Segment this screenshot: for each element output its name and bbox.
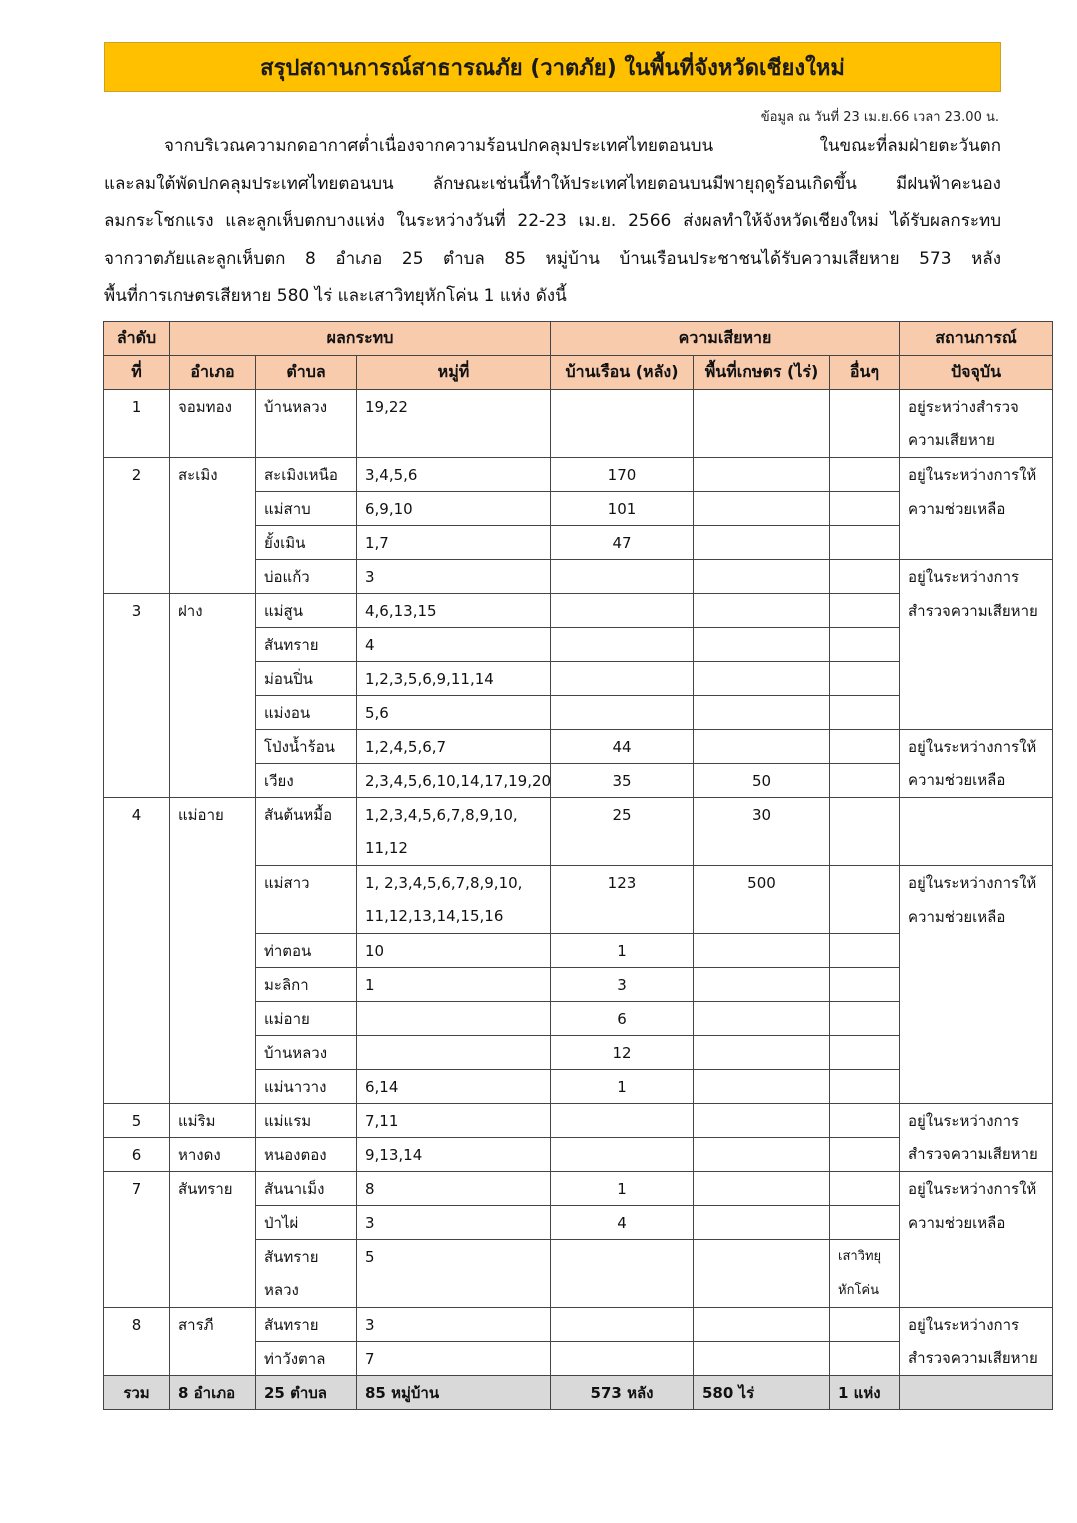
other-cell <box>830 424 900 458</box>
paragraph-line: จากวาตภัยและลูกเห็บตก 8 อำเภอ 25 ตำบล 85 หมู่บ้าน บ้านเรือนประชาชนได้รับความเสียหาย 573 หลัง <box>104 248 1001 269</box>
table-row <box>104 1274 1053 1308</box>
houses-cell <box>551 1274 694 1308</box>
other-cell <box>830 628 900 662</box>
other-cell <box>830 526 900 560</box>
village-cell <box>357 1002 551 1036</box>
other-cell <box>830 492 900 526</box>
farmland-cell <box>694 390 830 424</box>
village-cell: 2,3,4,5,6,10,14,17,19,20 <box>357 764 551 798</box>
houses-cell: 170 <box>551 458 694 492</box>
houses-cell: 123 <box>551 866 694 900</box>
farmland-cell <box>694 968 830 1002</box>
header-farmland: พื้นที่เกษตร (ไร่) <box>694 356 830 390</box>
district-cell <box>170 1036 256 1070</box>
status-cell <box>900 1002 1053 1036</box>
order-cell: 1 <box>104 390 170 424</box>
order-cell <box>104 730 170 764</box>
other-cell <box>830 764 900 798</box>
other-cell: หักโค่น <box>830 1274 900 1308</box>
subdistrict-cell: แม่สูน <box>256 594 357 628</box>
farmland-cell <box>694 458 830 492</box>
district-cell <box>170 968 256 1002</box>
other-cell <box>830 458 900 492</box>
district-cell <box>170 866 256 900</box>
village-cell <box>357 1036 551 1070</box>
status-cell: ความช่วยเหลือ <box>900 492 1053 526</box>
table-row <box>104 1036 1053 1070</box>
houses-cell: 35 <box>551 764 694 798</box>
order-cell <box>104 1274 170 1308</box>
order-cell: 5 <box>104 1104 170 1138</box>
order-cell <box>104 934 170 968</box>
header-subdistrict: ตำบล <box>256 356 357 390</box>
status-cell: ความเสียหาย <box>900 424 1053 458</box>
village-cell: 6,14 <box>357 1070 551 1104</box>
village-cell: 5 <box>357 1240 551 1274</box>
order-cell <box>104 764 170 798</box>
village-cell: 3,4,5,6 <box>357 458 551 492</box>
subdistrict-cell: สันทราย <box>256 1308 357 1342</box>
houses-cell <box>551 1240 694 1274</box>
farmland-cell <box>694 1342 830 1376</box>
summary-paragraph <box>104 128 1001 316</box>
other-cell <box>830 1036 900 1070</box>
status-cell: สำรวจความเสียหาย <box>900 1138 1053 1172</box>
district-cell: สันทราย <box>170 1172 256 1206</box>
village-cell <box>357 424 551 458</box>
table-row <box>104 560 1053 594</box>
table-row <box>104 1172 1053 1206</box>
total-district: 8 อำเภอ <box>170 1376 256 1410</box>
other-cell <box>830 594 900 628</box>
district-cell <box>170 424 256 458</box>
order-cell: 4 <box>104 798 170 832</box>
table-row <box>104 730 1053 764</box>
district-cell <box>170 1070 256 1104</box>
order-cell: 2 <box>104 458 170 492</box>
subdistrict-cell: ท่าตอน <box>256 934 357 968</box>
table-row <box>104 832 1053 866</box>
subdistrict-cell: หนองตอง <box>256 1138 357 1172</box>
other-cell <box>830 1308 900 1342</box>
farmland-cell <box>694 1036 830 1070</box>
district-cell: ฝาง <box>170 594 256 628</box>
order-cell <box>104 424 170 458</box>
village-cell: 6,9,10 <box>357 492 551 526</box>
table-row <box>104 526 1053 560</box>
header-village: หมู่ที่ <box>357 356 551 390</box>
district-cell <box>170 1342 256 1376</box>
order-cell <box>104 662 170 696</box>
order-cell <box>104 968 170 1002</box>
status-cell: อยู่ในระหว่างการให้ <box>900 458 1053 492</box>
table-subheader-row <box>104 356 1053 390</box>
houses-cell <box>551 1138 694 1172</box>
table-row <box>104 1206 1053 1240</box>
subdistrict-cell: สันทราย <box>256 628 357 662</box>
farmland-cell <box>694 1274 830 1308</box>
village-cell: 4,6,13,15 <box>357 594 551 628</box>
houses-cell: 3 <box>551 968 694 1002</box>
farmland-cell <box>694 594 830 628</box>
status-cell: ความช่วยเหลือ <box>900 900 1053 934</box>
table-row <box>104 628 1053 662</box>
status-cell <box>900 526 1053 560</box>
impact-table <box>103 321 1053 1410</box>
farmland-cell <box>694 696 830 730</box>
district-cell: หางดง <box>170 1138 256 1172</box>
status-cell <box>900 968 1053 1002</box>
other-cell: เสาวิทยุ <box>830 1240 900 1274</box>
farmland-cell <box>694 900 830 934</box>
header-order-2: ที่ <box>104 356 170 390</box>
subdistrict-cell: เวียง <box>256 764 357 798</box>
village-cell: 11,12 <box>357 832 551 866</box>
table-row <box>104 424 1053 458</box>
houses-cell <box>551 696 694 730</box>
subdistrict-cell: ม่อนปิ่น <box>256 662 357 696</box>
table-row <box>104 696 1053 730</box>
total-status <box>900 1376 1053 1410</box>
status-cell <box>900 934 1053 968</box>
district-cell: แม่ริม <box>170 1104 256 1138</box>
total-village: 85 หมู่บ้าน <box>357 1376 551 1410</box>
village-cell: 1,2,4,5,6,7 <box>357 730 551 764</box>
village-cell: 1, 2,3,4,5,6,7,8,9,10, <box>357 866 551 900</box>
status-cell: อยู่ในระหว่างการให้ <box>900 730 1053 764</box>
order-cell <box>104 1070 170 1104</box>
other-cell <box>830 1070 900 1104</box>
district-cell <box>170 934 256 968</box>
table-row <box>104 1104 1053 1138</box>
subdistrict-cell: สันทราย <box>256 1240 357 1274</box>
status-cell: อยู่ในระหว่างการ <box>900 1308 1053 1342</box>
houses-cell <box>551 594 694 628</box>
table-row <box>104 492 1053 526</box>
subdistrict-cell: แม่แรม <box>256 1104 357 1138</box>
village-cell <box>357 1274 551 1308</box>
houses-cell: 47 <box>551 526 694 560</box>
other-cell <box>830 1206 900 1240</box>
district-cell <box>170 1002 256 1036</box>
table-row <box>104 1138 1053 1172</box>
status-cell: สำรวจความเสียหาย <box>900 1342 1053 1376</box>
district-cell <box>170 560 256 594</box>
farmland-cell <box>694 1240 830 1274</box>
other-cell <box>830 560 900 594</box>
other-cell <box>830 798 900 832</box>
subdistrict-cell: สันต้นหมื้อ <box>256 798 357 832</box>
order-cell <box>104 696 170 730</box>
order-cell <box>104 900 170 934</box>
other-cell <box>830 832 900 866</box>
other-cell <box>830 866 900 900</box>
other-cell <box>830 1002 900 1036</box>
other-cell <box>830 1342 900 1376</box>
farmland-cell <box>694 526 830 560</box>
houses-cell <box>551 662 694 696</box>
header-status: สถานการณ์ <box>900 322 1053 356</box>
status-cell <box>900 1240 1053 1274</box>
farmland-cell <box>694 934 830 968</box>
village-cell: 1 <box>357 968 551 1002</box>
district-cell <box>170 492 256 526</box>
total-houses: 573 หลัง <box>551 1376 694 1410</box>
table-row <box>104 798 1053 832</box>
farmland-cell <box>694 832 830 866</box>
status-cell: อยู่ในระหว่างการให้ <box>900 866 1053 900</box>
houses-cell: 12 <box>551 1036 694 1070</box>
district-cell: จอมทอง <box>170 390 256 424</box>
table-row <box>104 458 1053 492</box>
subdistrict-cell: สะเมิงเหนือ <box>256 458 357 492</box>
district-cell: แม่อาย <box>170 798 256 832</box>
subdistrict-cell: แม่อาย <box>256 1002 357 1036</box>
total-subdistrict: 25 ตำบล <box>256 1376 357 1410</box>
order-cell: 3 <box>104 594 170 628</box>
other-cell <box>830 662 900 696</box>
order-cell: 7 <box>104 1172 170 1206</box>
houses-cell: 101 <box>551 492 694 526</box>
district-cell <box>170 1240 256 1274</box>
order-cell: 6 <box>104 1138 170 1172</box>
farmland-cell <box>694 560 830 594</box>
village-cell: 1,7 <box>357 526 551 560</box>
village-cell: 10 <box>357 934 551 968</box>
status-cell <box>900 798 1053 832</box>
subdistrict-cell: สันนาเม็ง <box>256 1172 357 1206</box>
farmland-cell <box>694 492 830 526</box>
total-row <box>104 1376 1053 1410</box>
village-cell: 1,2,3,5,6,9,11,14 <box>357 662 551 696</box>
other-cell <box>830 1104 900 1138</box>
status-cell <box>900 696 1053 730</box>
paragraph-line: พื้นที่การเกษตรเสียหาย 580 ไร่ และเสาวิทยุหักโค่น 1 แห่ง ดังนี้ <box>104 286 567 306</box>
houses-cell <box>551 1104 694 1138</box>
houses-cell: 25 <box>551 798 694 832</box>
subdistrict-cell: แม่สาว <box>256 866 357 900</box>
table-row <box>104 764 1053 798</box>
district-cell <box>170 696 256 730</box>
houses-cell: 6 <box>551 1002 694 1036</box>
paragraph-line: ลมกระโชกแรง และลูกเห็บตกบางแห่ง ในระหว่างวันที่ 22-23 เม.ย. 2566 ส่งผลทำให้จังหวัดเชียงใหม่ ได้รับผลกระทบ <box>104 211 1001 231</box>
houses-cell <box>551 424 694 458</box>
subdistrict-cell <box>256 832 357 866</box>
order-cell <box>104 1002 170 1036</box>
order-cell <box>104 1342 170 1376</box>
table-row <box>104 1070 1053 1104</box>
status-cell <box>900 832 1053 866</box>
other-cell <box>830 730 900 764</box>
paragraph-line: จากบริเวณความกดอากาศต่ำเนื่องจากความร้อนปกคลุมประเทศไทยตอนบน ในขณะที่ลมฝ่ายตะวันตก <box>164 136 1001 156</box>
village-cell: 8 <box>357 1172 551 1206</box>
status-cell <box>900 628 1053 662</box>
farmland-cell <box>694 730 830 764</box>
status-cell: อยู่ในระหว่างการให้ <box>900 1172 1053 1206</box>
district-cell <box>170 1274 256 1308</box>
subdistrict-cell: มะลิกา <box>256 968 357 1002</box>
header-order: ลำดับ <box>104 322 170 356</box>
houses-cell: 44 <box>551 730 694 764</box>
table-row <box>104 1002 1053 1036</box>
farmland-cell <box>694 628 830 662</box>
status-cell <box>900 1274 1053 1308</box>
table-row <box>104 390 1053 424</box>
header-damage: ความเสียหาย <box>551 322 900 356</box>
table-row <box>104 900 1053 934</box>
houses-cell <box>551 628 694 662</box>
houses-cell <box>551 832 694 866</box>
order-cell <box>104 866 170 900</box>
houses-cell: 1 <box>551 1070 694 1104</box>
status-cell <box>900 662 1053 696</box>
subdistrict-cell: แม่สาบ <box>256 492 357 526</box>
status-cell: ความช่วยเหลือ <box>900 764 1053 798</box>
houses-cell <box>551 1308 694 1342</box>
order-cell: 8 <box>104 1308 170 1342</box>
district-cell <box>170 764 256 798</box>
district-cell: สะเมิง <box>170 458 256 492</box>
district-cell <box>170 730 256 764</box>
village-cell: 3 <box>357 560 551 594</box>
order-cell <box>104 1240 170 1274</box>
district-cell <box>170 1206 256 1240</box>
table-header-row <box>104 322 1053 356</box>
total-other: 1 แห่ง <box>830 1376 900 1410</box>
other-cell <box>830 968 900 1002</box>
table-row <box>104 1308 1053 1342</box>
village-cell: 3 <box>357 1206 551 1240</box>
total-farmland: 580 ไร่ <box>694 1376 830 1410</box>
table-row <box>104 1240 1053 1274</box>
table-row <box>104 594 1053 628</box>
status-cell: อยู่ในระหว่างการ <box>900 560 1053 594</box>
village-cell: 9,13,14 <box>357 1138 551 1172</box>
order-cell <box>104 492 170 526</box>
farmland-cell: 500 <box>694 866 830 900</box>
header-houses: บ้านเรือน (หลัง) <box>551 356 694 390</box>
order-cell <box>104 1206 170 1240</box>
other-cell <box>830 900 900 934</box>
status-cell: อยู่ในระหว่างการ <box>900 1104 1053 1138</box>
subdistrict-cell: บ้านหลวง <box>256 390 357 424</box>
data-timestamp: ข้อมูล ณ วันที่ 23 เม.ย.66 เวลา 23.00 น. <box>760 110 999 125</box>
farmland-cell <box>694 1308 830 1342</box>
houses-cell <box>551 900 694 934</box>
order-cell <box>104 526 170 560</box>
houses-cell: 4 <box>551 1206 694 1240</box>
subdistrict-cell: โป่งน้ำร้อน <box>256 730 357 764</box>
subdistrict-cell: แม่งอน <box>256 696 357 730</box>
village-cell: 7 <box>357 1342 551 1376</box>
houses-cell <box>551 1342 694 1376</box>
farmland-cell <box>694 1002 830 1036</box>
farmland-cell <box>694 1104 830 1138</box>
subdistrict-cell: ป่าไผ่ <box>256 1206 357 1240</box>
district-cell <box>170 832 256 866</box>
houses-cell <box>551 560 694 594</box>
subdistrict-cell: แม่นาวาง <box>256 1070 357 1104</box>
farmland-cell: 30 <box>694 798 830 832</box>
subdistrict-cell: ท่าวังตาล <box>256 1342 357 1376</box>
subdistrict-cell <box>256 900 357 934</box>
table-row <box>104 662 1053 696</box>
other-cell <box>830 934 900 968</box>
subdistrict-cell: บ้านหลวง <box>256 1036 357 1070</box>
status-cell <box>900 1070 1053 1104</box>
document-title: สรุปสถานการณ์สาธารณภัย (วาตภัย) ในพื้นที่จังหวัดเชียงใหม่ <box>104 42 1001 92</box>
other-cell <box>830 390 900 424</box>
village-cell: 1,2,3,4,5,6,7,8,9,10, <box>357 798 551 832</box>
subdistrict-cell <box>256 424 357 458</box>
order-cell <box>104 628 170 662</box>
table-row <box>104 934 1053 968</box>
subdistrict-cell: หลวง <box>256 1274 357 1308</box>
farmland-cell <box>694 662 830 696</box>
order-cell <box>104 1036 170 1070</box>
status-cell: อยู่ระหว่างสำรวจ <box>900 390 1053 424</box>
other-cell <box>830 1172 900 1206</box>
other-cell <box>830 696 900 730</box>
status-cell: สำรวจความเสียหาย <box>900 594 1053 628</box>
village-cell: 5,6 <box>357 696 551 730</box>
status-cell: ความช่วยเหลือ <box>900 1206 1053 1240</box>
farmland-cell: 50 <box>694 764 830 798</box>
houses-cell <box>551 390 694 424</box>
subdistrict-cell: ยั้งเมิน <box>256 526 357 560</box>
table-row <box>104 1342 1053 1376</box>
header-district: อำเภอ <box>170 356 256 390</box>
subdistrict-cell: บ่อแก้ว <box>256 560 357 594</box>
district-cell: สารภี <box>170 1308 256 1342</box>
table-row <box>104 866 1053 900</box>
header-status-2: ปัจจุบัน <box>900 356 1053 390</box>
header-impact: ผลกระทบ <box>170 322 551 356</box>
district-cell <box>170 900 256 934</box>
farmland-cell <box>694 424 830 458</box>
houses-cell: 1 <box>551 1172 694 1206</box>
status-cell <box>900 1036 1053 1070</box>
houses-cell: 1 <box>551 934 694 968</box>
order-cell <box>104 832 170 866</box>
village-cell: 3 <box>357 1308 551 1342</box>
total-label: รวม <box>104 1376 170 1410</box>
farmland-cell <box>694 1172 830 1206</box>
village-cell: 19,22 <box>357 390 551 424</box>
district-cell <box>170 526 256 560</box>
village-cell: 4 <box>357 628 551 662</box>
district-cell <box>170 628 256 662</box>
table-row <box>104 968 1053 1002</box>
header-other: อื่นๆ <box>830 356 900 390</box>
other-cell <box>830 1138 900 1172</box>
farmland-cell <box>694 1070 830 1104</box>
village-cell: 11,12,13,14,15,16 <box>357 900 551 934</box>
farmland-cell <box>694 1138 830 1172</box>
paragraph-line: และลมใต้พัดปกคลุมประเทศไทยตอนบน ลักษณะเช่นนี้ทำให้ประเทศไทยตอนบนมีพายุฤดูร้อนเกิดขึ้น มีฝนฟ้าคะนอง <box>104 173 1001 194</box>
district-cell <box>170 662 256 696</box>
farmland-cell <box>694 1206 830 1240</box>
order-cell <box>104 560 170 594</box>
village-cell: 7,11 <box>357 1104 551 1138</box>
